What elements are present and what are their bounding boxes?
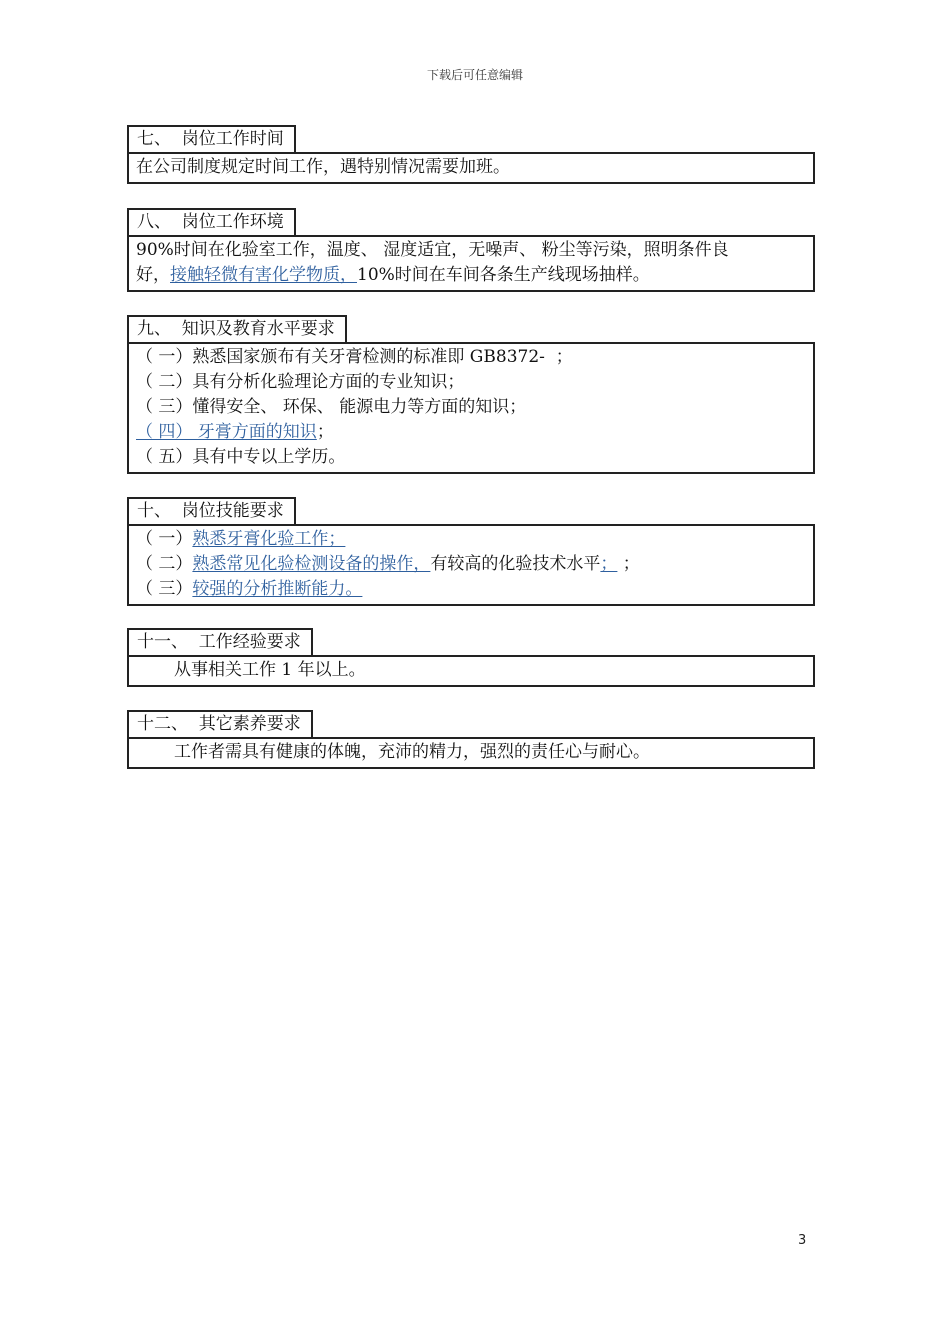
text-span: 10%时间在车间各条生产线现场抽样。 bbox=[357, 265, 650, 285]
section-title: 七、 岗位工作时间 bbox=[127, 125, 296, 152]
section-content bbox=[127, 235, 815, 292]
text-span: （ 一） bbox=[136, 529, 193, 549]
list-item bbox=[136, 577, 807, 602]
list-item: （ 二）具有分析化验理论方面的专业知识； bbox=[136, 372, 465, 392]
hyperlink-text[interactable]: 熟悉牙膏化验工作； bbox=[192, 529, 346, 549]
list-item bbox=[136, 552, 807, 577]
section-content bbox=[127, 342, 815, 474]
page-number: 3 bbox=[798, 1233, 807, 1248]
hyperlink-text[interactable]: （ 四） 牙膏方面的知识 bbox=[136, 422, 317, 442]
section-knowledge-education bbox=[127, 315, 815, 474]
list-item: （ 五）具有中专以上学历。 bbox=[136, 447, 346, 467]
section-skill-requirements bbox=[127, 497, 815, 606]
section-other-qualities bbox=[127, 710, 815, 769]
section-work-time bbox=[127, 125, 815, 184]
section-title: 十一、 工作经验要求 bbox=[127, 628, 313, 655]
text-span: 有较高的化验技术水平 bbox=[430, 554, 601, 574]
section-content bbox=[127, 737, 815, 769]
list-item: （ 一）熟悉国家颁布有关牙膏检测的标准即 GB8372- ； bbox=[136, 347, 573, 367]
section-title: 十二、 其它素养要求 bbox=[127, 710, 313, 737]
hyperlink-text[interactable]: 较强的分析推断能力。 bbox=[192, 579, 363, 599]
text-span: （ 二） bbox=[136, 554, 193, 574]
hyperlink-text[interactable]: 接触轻微有害化学物质， bbox=[170, 265, 357, 285]
section-title: 十、 岗位技能要求 bbox=[127, 497, 296, 524]
text-span: ； bbox=[617, 554, 640, 574]
section-content bbox=[127, 524, 815, 606]
section-content bbox=[127, 152, 815, 184]
text-span: （ 三） bbox=[136, 579, 193, 599]
text-span: ； bbox=[316, 422, 334, 442]
content-line: 工作者需具有健康的体魄，充沛的精力，强烈的责任心与耐心。 bbox=[174, 742, 650, 762]
list-item bbox=[136, 527, 807, 552]
page-header: 下载后可任意编辑 bbox=[426, 68, 523, 82]
section-content bbox=[127, 655, 815, 687]
section-work-environment bbox=[127, 208, 815, 292]
content-line: 90%时间在化验室工作，温度、 湿度适宜，无噪声、 粉尘等污染，照明条件良 bbox=[136, 240, 729, 260]
section-title: 八、 岗位工作环境 bbox=[127, 208, 296, 235]
text-span: 好， bbox=[136, 265, 170, 285]
list-item bbox=[136, 420, 807, 445]
section-work-experience bbox=[127, 628, 815, 687]
section-title: 九、 知识及教育水平要求 bbox=[127, 315, 347, 342]
content-line bbox=[136, 263, 807, 288]
list-item: （ 三）懂得安全、 环保、 能源电力等方面的知识； bbox=[136, 397, 527, 417]
hyperlink-text[interactable]: ； bbox=[600, 554, 618, 574]
hyperlink-text[interactable]: 熟悉常见化验检测设备的操作， bbox=[192, 554, 431, 574]
content-line: 从事相关工作 1 年以上。 bbox=[174, 660, 366, 680]
content-line: 在公司制度规定时间工作，遇特别情况需要加班。 bbox=[136, 157, 510, 177]
